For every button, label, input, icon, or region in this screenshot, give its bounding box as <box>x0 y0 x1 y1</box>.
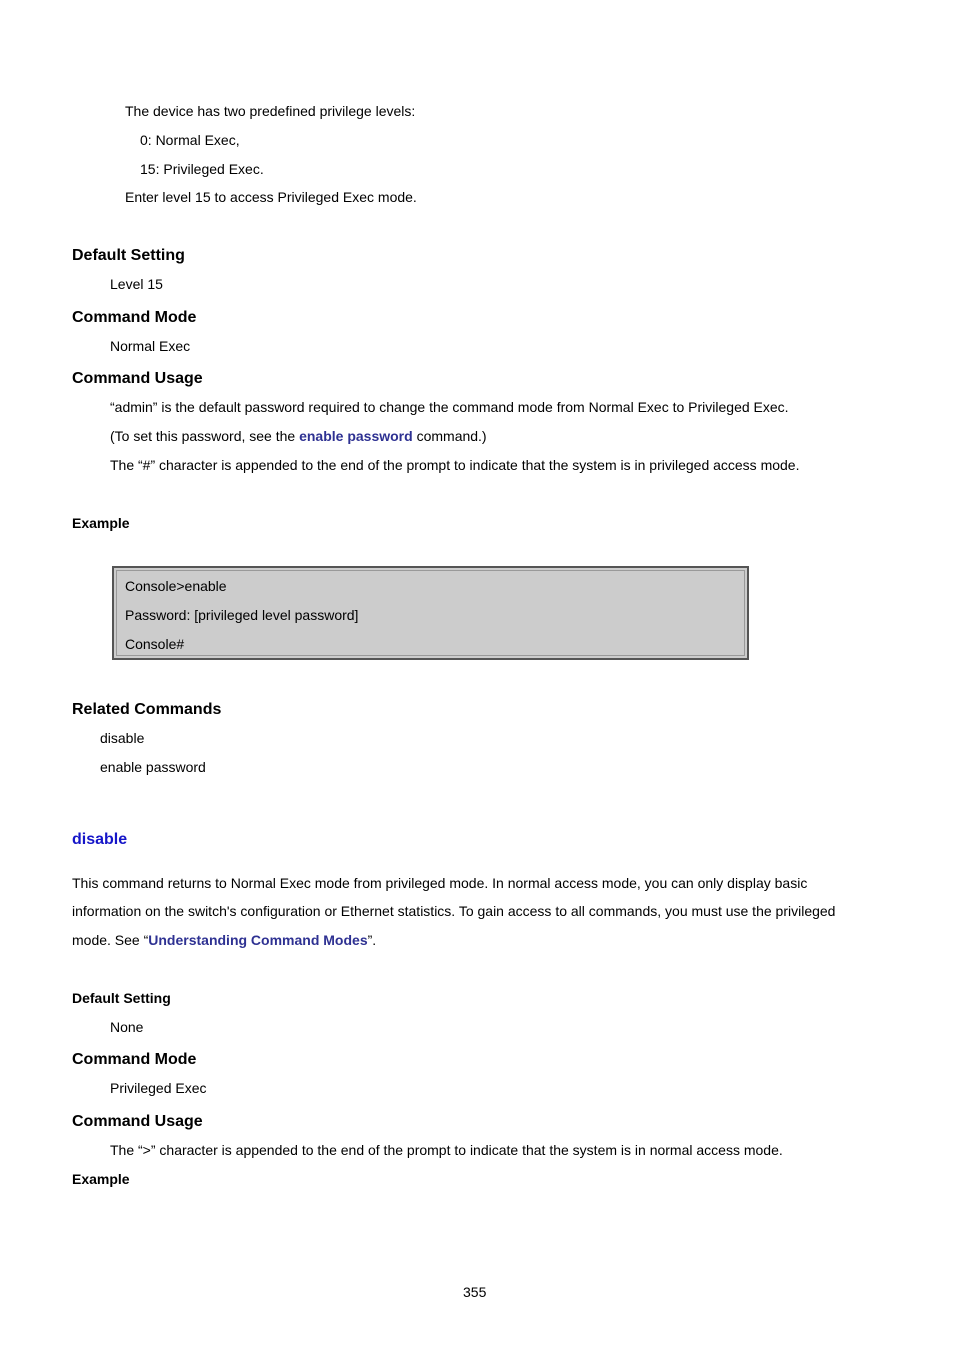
command-mode-heading: Command Mode <box>72 309 197 326</box>
usage-text: (To set this password, see the <box>110 428 300 444</box>
command-mode-heading: Command Mode <box>72 1051 197 1068</box>
disable-description-line: information on the switch's configuration or Ethernet statistics. To gain access to all commands, you must use the privileged <box>72 903 836 919</box>
enable-password-link[interactable]: enable password <box>299 428 413 444</box>
privilege-level-15: 15: Privileged Exec. <box>140 161 264 177</box>
understanding-command-modes-link[interactable]: Understanding Command Modes <box>148 932 368 948</box>
command-mode-value: Normal Exec <box>110 338 191 354</box>
description-text: ”. <box>367 932 377 948</box>
code-line: Password: [privileged level password] <box>125 607 359 623</box>
disable-section-title: disable <box>72 831 128 848</box>
command-mode-value: Privileged Exec <box>110 1080 207 1096</box>
command-usage-heading: Command Usage <box>72 1113 203 1130</box>
command-usage-line: The “>” character is appended to the end of the prompt to indicate that the system is in normal access mode. <box>110 1142 783 1158</box>
disable-description-line <box>72 932 376 949</box>
command-usage-line <box>110 428 487 445</box>
command-usage-heading: Command Usage <box>72 370 203 387</box>
example-heading: Example <box>72 1171 130 1187</box>
description-text: mode. See “ <box>72 932 149 948</box>
default-setting-heading: Default Setting <box>72 990 171 1006</box>
disable-description-line: This command returns to Normal Exec mode from privileged mode. In normal access mode, you can only display basic <box>72 875 808 891</box>
intro-note: Enter level 15 to access Privileged Exec mode. <box>125 189 417 205</box>
example-heading: Example <box>72 515 130 531</box>
privilege-level-0: 0: Normal Exec, <box>140 132 240 148</box>
default-setting-value: Level 15 <box>110 276 163 292</box>
related-command-item: disable <box>100 730 145 746</box>
related-command-item: enable password <box>100 759 206 775</box>
usage-text: command.) <box>412 428 487 444</box>
command-usage-line: The “#” character is appended to the end of the prompt to indicate that the system is in privileged access mode. <box>110 457 800 473</box>
command-usage-line: “admin” is the default password required to change the command mode from Normal Exec to Privileged Exec. <box>110 399 789 415</box>
code-example-box <box>112 566 749 660</box>
related-commands-heading: Related Commands <box>72 701 222 718</box>
default-setting-heading: Default Setting <box>72 247 185 264</box>
default-setting-value: None <box>110 1019 144 1035</box>
code-line: Console>enable <box>125 578 227 594</box>
code-line: Console# <box>125 636 185 652</box>
page-number: 355 <box>463 1284 487 1300</box>
intro-text: The device has two predefined privilege levels: <box>125 103 416 119</box>
